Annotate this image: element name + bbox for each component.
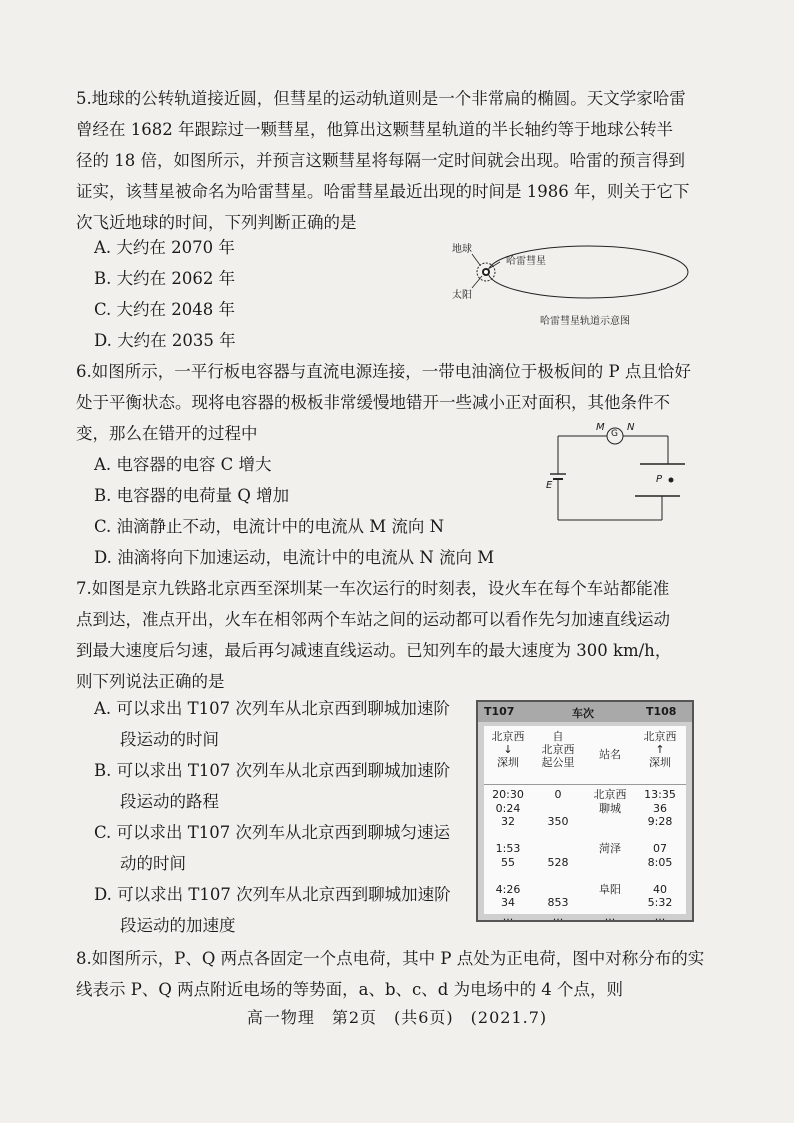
timetable-cell: ... bbox=[552, 909, 564, 923]
col-header-up bbox=[636, 730, 684, 769]
timetable-cell: ... bbox=[654, 909, 666, 923]
timetable-cell: 350 bbox=[547, 815, 569, 828]
q7-option-a bbox=[94, 693, 464, 755]
timetable-cell: ... bbox=[604, 909, 616, 923]
timetable-cell bbox=[534, 869, 582, 883]
question-7 bbox=[76, 573, 716, 697]
q5-line: 次飞近地球的时间，下列判断正确的是 bbox=[76, 213, 357, 232]
timetable-cell bbox=[636, 869, 684, 883]
arrow-up-icon: ↑ bbox=[655, 743, 665, 756]
q7-option-b bbox=[94, 755, 464, 817]
q7-option-b-line2: 段运动的路程 bbox=[120, 792, 219, 811]
column-t107-times bbox=[484, 788, 532, 923]
label-m: M bbox=[596, 422, 605, 433]
q5-line: 曾经在 1682 年跟踪过一颗彗星，他算出这颗彗星轨道的半长轴约等于地球公转半 bbox=[76, 120, 673, 139]
timetable-cell: 0 bbox=[554, 788, 562, 801]
question-5 bbox=[76, 83, 716, 238]
timetable-cell bbox=[586, 896, 634, 910]
timetable-header bbox=[478, 702, 692, 722]
label-g: G bbox=[611, 429, 618, 439]
col-header-station: 站名 bbox=[599, 748, 621, 761]
q6-line: 6.如图所示，一平行板电容器与直流电源连接，一带电油滴位于极板间的 P 点且恰好 bbox=[76, 362, 691, 381]
label-p: P bbox=[656, 474, 663, 485]
timetable-column-headers bbox=[484, 726, 686, 785]
q6-option-c: C. 油滴静止不动，电流计中的电流从 M 流向 N bbox=[94, 517, 445, 536]
comet-label: 哈雷彗星 bbox=[506, 256, 546, 267]
column-station bbox=[586, 788, 634, 923]
timetable-cell: 0:24 bbox=[495, 801, 521, 815]
orbit-caption: 哈雷彗星轨道示意图 bbox=[540, 316, 630, 327]
timetable-cell: 32 bbox=[501, 815, 515, 828]
timetable-cell: 8:05 bbox=[647, 855, 673, 869]
timetable-cell: 9:28 bbox=[647, 815, 673, 828]
header-down-to: 深圳 bbox=[497, 756, 519, 769]
train-timetable bbox=[476, 700, 694, 922]
header-km-1: 自 bbox=[552, 730, 564, 743]
timetable-cell bbox=[534, 802, 582, 816]
timetable-cell bbox=[636, 829, 684, 843]
earth-label: 地球 bbox=[452, 244, 472, 255]
timetable-cell: 34 bbox=[501, 896, 515, 909]
timetable-cell bbox=[586, 815, 634, 829]
q7-line: 点到达，准点开出，火车在相邻两个车站之间的运动都可以看作先匀加速直线运动 bbox=[76, 610, 670, 629]
label-n: N bbox=[627, 422, 635, 433]
timetable-cell: 5:32 bbox=[647, 896, 673, 909]
timetable-body bbox=[484, 726, 686, 923]
q5-line: 径的 18 倍，如图所示，并预言这颗彗星将每隔一定时间就会出现。哈雷的预言得到 bbox=[76, 151, 685, 170]
col-header-down bbox=[484, 730, 532, 769]
timetable-cell: 13:35 bbox=[644, 788, 676, 801]
timetable-cell bbox=[534, 842, 582, 856]
header-km-2: 北京西 bbox=[541, 743, 575, 756]
arrow-down-icon: ↓ bbox=[503, 743, 513, 756]
timetable-title: 车次 bbox=[572, 707, 594, 720]
timetable-cell: 20:30 bbox=[492, 788, 524, 801]
timetable-cell: 853 bbox=[547, 896, 569, 909]
q7-option-b-line1: B. 可以求出 T107 次列车从北京西到聊城加速阶 bbox=[94, 761, 451, 780]
timetable-cell: 55 bbox=[501, 855, 515, 869]
q7-line: 7.如图是京九铁路北京西至深圳某一车次运行的时刻表，设火车在每个车站都能准 bbox=[76, 579, 670, 598]
train-t108: T108 bbox=[646, 705, 677, 718]
timetable-cell: 36 bbox=[653, 801, 667, 815]
header-down-from: 北京西 bbox=[491, 730, 525, 743]
q7-option-c-line2: 动的时间 bbox=[120, 854, 186, 873]
q5-line: 5.地球的公转轨道接近圆，但彗星的运动轨道则是一个非常扁的椭圆。天文学家哈雷 bbox=[76, 89, 686, 108]
q6-option-b: B. 电容器的电荷量 Q 增加 bbox=[94, 486, 290, 505]
q7-option-c bbox=[94, 817, 464, 879]
timetable-cell: 聊城 bbox=[599, 801, 621, 815]
col-header-km bbox=[534, 730, 582, 769]
q5-option-d: D. 大约在 2035 年 bbox=[94, 331, 236, 350]
timetable-cell bbox=[586, 869, 634, 883]
page-footer: 高一物理 第2页 (共6页) (2021.7) bbox=[246, 1008, 548, 1027]
q7-option-d-line2: 段运动的加速度 bbox=[120, 916, 236, 935]
question-8 bbox=[76, 943, 716, 1005]
q8-line: 8.如图所示，P、Q 两点各固定一个点电荷，其中 P 点处为正电荷，图中对称分布的实 bbox=[76, 949, 705, 968]
q6-option-d: D. 油滴将向下加速运动，电流计中的电流从 N 流向 M bbox=[94, 548, 495, 567]
q7-option-d bbox=[94, 879, 464, 941]
oil-drop bbox=[669, 478, 674, 483]
q6-line: 变，那么在错开的过程中 bbox=[76, 424, 258, 443]
q5-option-a: A. 大约在 2070 年 bbox=[94, 238, 235, 257]
timetable-cell: 40 bbox=[653, 882, 667, 896]
q8-line: 线表示 P、Q 两点附近电场的等势面，a、b、c、d 为电场中的 4 个点，则 bbox=[76, 980, 624, 999]
q5-option-c: C. 大约在 2048 年 bbox=[94, 300, 236, 319]
capacitor-circuit-figure bbox=[540, 422, 690, 532]
q7-option-d-line1: D. 可以求出 T107 次列车从北京西到聊城加速阶 bbox=[94, 885, 451, 904]
label-e: E bbox=[546, 480, 553, 491]
comet-orbit-figure bbox=[452, 232, 696, 327]
q7-option-a-line2: 段运动的时间 bbox=[120, 730, 219, 749]
q5-option-b: B. 大约在 2062 年 bbox=[94, 269, 236, 288]
header-up-from: 深圳 bbox=[649, 756, 671, 769]
timetable-cell: 528 bbox=[547, 855, 569, 869]
timetable-cell bbox=[534, 883, 582, 897]
q6-line: 处于平衡状态。现将电容器的极板非常缓慢地错开一些减小正对面积，其他条件不 bbox=[76, 393, 670, 412]
timetable-cell bbox=[586, 829, 634, 843]
q7-line: 则下列说法正确的是 bbox=[76, 672, 225, 691]
timetable-cell: 1:53 bbox=[495, 842, 521, 855]
header-up-to: 北京西 bbox=[643, 730, 677, 743]
timetable-cell bbox=[484, 869, 532, 883]
timetable-cell: ... bbox=[502, 909, 514, 923]
timetable-cell bbox=[484, 829, 532, 843]
q7-option-c-line1: C. 可以求出 T107 次列车从北京西到聊城匀速运 bbox=[94, 823, 451, 842]
q6-option-a: A. 电容器的电容 C 增大 bbox=[94, 455, 272, 474]
train-t107: T107 bbox=[484, 705, 515, 718]
timetable-cell: 4:26 bbox=[495, 882, 521, 896]
q7-line: 到最大速度后匀速，最后再匀减速直线运动。已知列车的最大速度为 300 km/h， bbox=[76, 641, 672, 660]
timetable-cell bbox=[586, 856, 634, 870]
timetable-cell bbox=[534, 829, 582, 843]
header-km-3: 起公里 bbox=[541, 756, 575, 769]
timetable-cell: 07 bbox=[653, 842, 667, 855]
timetable-cell: 北京西 bbox=[593, 788, 627, 801]
column-km bbox=[534, 788, 582, 923]
q5-line: 证实，该彗星被命名为哈雷彗星。哈雷彗星最近出现的时间是 1986 年，则关于它下 bbox=[76, 182, 690, 201]
sun-label: 太阳 bbox=[452, 290, 472, 301]
column-t108-times bbox=[636, 788, 684, 923]
timetable-cell: 阜阳 bbox=[599, 882, 621, 896]
timetable-cell: 菏泽 bbox=[599, 842, 621, 855]
q7-option-a-line1: A. 可以求出 T107 次列车从北京西到聊城加速阶 bbox=[94, 699, 450, 718]
